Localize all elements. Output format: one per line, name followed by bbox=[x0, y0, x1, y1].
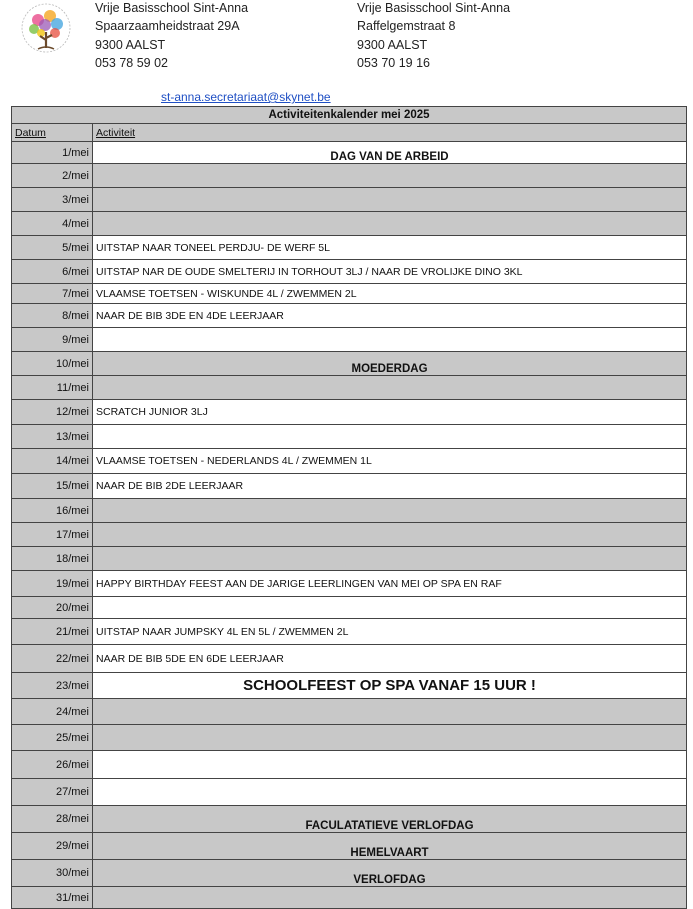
calendar-row bbox=[12, 449, 687, 474]
row-activity: UITSTAP NAAR JUMPSKY 4L EN 5L / ZWEMMEN 2L bbox=[93, 619, 687, 645]
calendar-row bbox=[12, 860, 687, 887]
calendar-row bbox=[12, 328, 687, 352]
row-activity bbox=[93, 547, 687, 571]
row-date: 17/mei bbox=[12, 523, 93, 547]
row-date: 1/mei bbox=[12, 142, 93, 164]
calendar-row bbox=[12, 699, 687, 725]
column-header-date: Datum bbox=[12, 124, 93, 142]
row-date: 24/mei bbox=[12, 699, 93, 725]
row-activity: DAG VAN DE ARBEID bbox=[93, 142, 687, 164]
row-date: 5/mei bbox=[12, 236, 93, 260]
calendar-row bbox=[12, 725, 687, 751]
calendar-row bbox=[12, 284, 687, 304]
calendar-title: Activiteitenkalender mei 2025 bbox=[12, 107, 687, 124]
row-activity: MOEDERDAG bbox=[93, 352, 687, 376]
calendar-row bbox=[12, 619, 687, 645]
row-date: 18/mei bbox=[12, 547, 93, 571]
row-activity bbox=[93, 597, 687, 619]
row-date: 8/mei bbox=[12, 304, 93, 328]
row-date: 20/mei bbox=[12, 597, 93, 619]
calendar-row bbox=[12, 751, 687, 779]
calendar-row bbox=[12, 523, 687, 547]
calendar-row bbox=[12, 779, 687, 806]
row-date: 27/mei bbox=[12, 779, 93, 806]
school-city: 9300 AALST bbox=[95, 37, 166, 52]
row-activity: NAAR DE BIB 5DE EN 6DE LEERJAAR bbox=[93, 645, 687, 673]
row-date: 11/mei bbox=[12, 376, 93, 400]
row-activity: VLAAMSE TOETSEN - WISKUNDE 4L / ZWEMMEN 2L bbox=[93, 284, 687, 304]
row-activity bbox=[93, 887, 687, 909]
row-activity bbox=[93, 188, 687, 212]
calendar-row bbox=[12, 164, 687, 188]
row-activity: NAAR DE BIB 2DE LEERJAAR bbox=[93, 474, 687, 499]
calendar-row bbox=[12, 806, 687, 833]
address-block-raf bbox=[357, 0, 510, 72]
address-block-spa bbox=[95, 0, 248, 72]
row-activity bbox=[93, 425, 687, 449]
row-date: 26/mei bbox=[12, 751, 93, 779]
row-date: 6/mei bbox=[12, 260, 93, 284]
row-activity bbox=[93, 164, 687, 188]
row-activity: HAPPY BIRTHDAY FEEST AAN DE JARIGE LEERLINGEN VAN MEI OP SPA EN RAF bbox=[93, 571, 687, 597]
row-activity bbox=[93, 523, 687, 547]
row-date: 23/mei bbox=[12, 673, 93, 699]
calendar-row bbox=[12, 833, 687, 860]
school-phone: 053 78 59 02 bbox=[95, 55, 168, 70]
calendar-row bbox=[12, 236, 687, 260]
row-activity: SCRATCH JUNIOR 3LJ bbox=[93, 400, 687, 425]
school-street: Spaarzaamheidstraat 29A bbox=[95, 19, 240, 34]
row-activity bbox=[93, 376, 687, 400]
calendar-row bbox=[12, 400, 687, 425]
calendar-row bbox=[12, 212, 687, 236]
row-activity bbox=[93, 751, 687, 779]
row-date: 19/mei bbox=[12, 571, 93, 597]
calendar-row bbox=[12, 304, 687, 328]
row-activity: VLAAMSE TOETSEN - NEDERLANDS 4L / ZWEMMEN 1L bbox=[93, 449, 687, 474]
school-phone: 053 70 19 16 bbox=[357, 55, 430, 70]
calendar-row bbox=[12, 571, 687, 597]
row-activity bbox=[93, 779, 687, 806]
calendar-row bbox=[12, 260, 687, 284]
calendar-row bbox=[12, 142, 687, 164]
school-logo bbox=[20, 2, 72, 60]
row-activity bbox=[93, 725, 687, 751]
row-date: 30/mei bbox=[12, 860, 93, 887]
school-name: Vrije Basisschool Sint-Anna bbox=[357, 1, 511, 15]
row-date: 14/mei bbox=[12, 449, 93, 474]
row-date: 12/mei bbox=[12, 400, 93, 425]
row-date: 9/mei bbox=[12, 328, 93, 352]
row-date: 3/mei bbox=[12, 188, 93, 212]
row-date: 25/mei bbox=[12, 725, 93, 751]
row-date: 22/mei bbox=[12, 645, 93, 673]
school-city: 9300 AALST bbox=[357, 37, 428, 52]
row-activity: FACULATATIEVE VERLOFDAG bbox=[93, 806, 687, 833]
row-date: 4/mei bbox=[12, 212, 93, 236]
calendar-row bbox=[12, 887, 687, 909]
row-date: 7/mei bbox=[12, 284, 93, 304]
row-activity bbox=[93, 328, 687, 352]
calendar-row bbox=[12, 673, 687, 699]
row-date: 2/mei bbox=[12, 164, 93, 188]
calendar-row bbox=[12, 547, 687, 571]
row-activity: UITSTAP NAR DE OUDE SMELTERIJ IN TORHOUT 3LJ / NAAR DE VROLIJKE DINO 3KL bbox=[93, 260, 687, 284]
row-date: 29/mei bbox=[12, 833, 93, 860]
calendar-row bbox=[12, 376, 687, 400]
activity-calendar bbox=[11, 106, 687, 909]
row-date: 31/mei bbox=[12, 887, 93, 909]
row-activity bbox=[93, 499, 687, 523]
row-date: 21/mei bbox=[12, 619, 93, 645]
calendar-row bbox=[12, 425, 687, 449]
school-street: Raffelgemstraat 8 bbox=[357, 19, 456, 34]
row-activity bbox=[93, 212, 687, 236]
email-link[interactable]: st-anna.secretariaat@skynet.be bbox=[161, 90, 331, 104]
calendar-row bbox=[12, 352, 687, 376]
column-header-activity: Activiteit bbox=[93, 124, 687, 142]
calendar-row bbox=[12, 474, 687, 499]
row-date: 10/mei bbox=[12, 352, 93, 376]
row-activity: SCHOOLFEEST OP SPA VANAF 15 UUR ! bbox=[93, 673, 687, 699]
row-activity bbox=[93, 699, 687, 725]
row-activity: HEMELVAART bbox=[93, 833, 687, 860]
row-activity: VERLOFDAG bbox=[93, 860, 687, 887]
row-date: 15/mei bbox=[12, 474, 93, 499]
calendar-row bbox=[12, 597, 687, 619]
calendar-row bbox=[12, 188, 687, 212]
school-name: Vrije Basisschool Sint-Anna bbox=[95, 1, 249, 15]
row-date: 16/mei bbox=[12, 499, 93, 523]
calendar-row bbox=[12, 499, 687, 523]
calendar-row bbox=[12, 645, 687, 673]
row-date: 28/mei bbox=[12, 806, 93, 833]
row-activity: NAAR DE BIB 3DE EN 4DE LEERJAAR bbox=[93, 304, 687, 328]
row-activity: UITSTAP NAAR TONEEL PERDJU- DE WERF 5L bbox=[93, 236, 687, 260]
row-date: 13/mei bbox=[12, 425, 93, 449]
